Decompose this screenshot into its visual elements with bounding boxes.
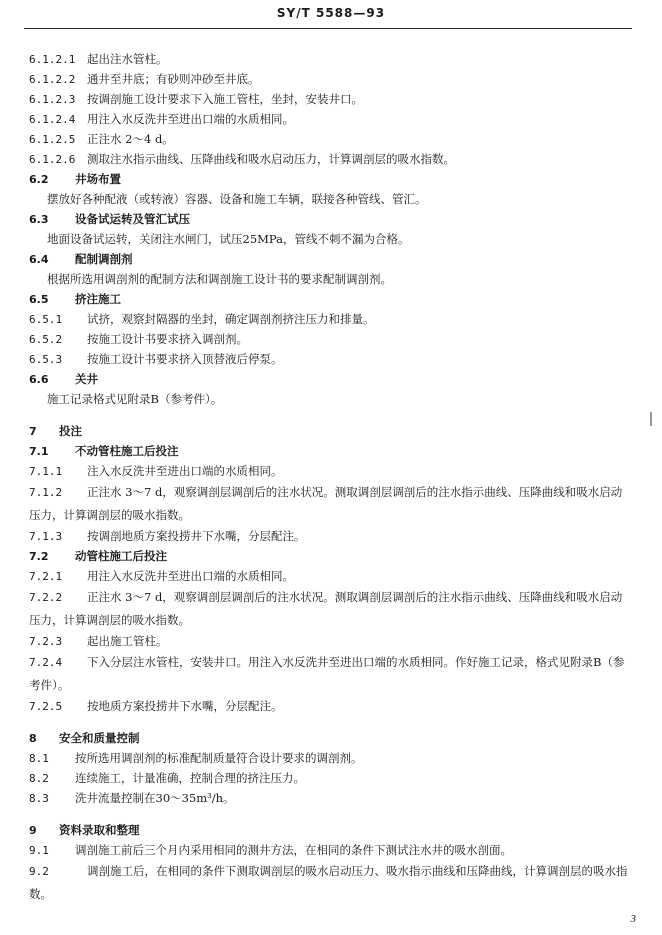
- clause-text: 正注水 2～4 d。: [87, 132, 174, 146]
- clause-text: 按施工设计书要求挤入顶替液后停泵。: [87, 352, 283, 366]
- clause-text: 按所选用调剖剂的标准配制质量符合设计要求的调剖剂。: [75, 751, 363, 765]
- section-heading: [29, 820, 629, 840]
- section-gap: [29, 409, 629, 421]
- clause-text: 配制调剖剂: [75, 252, 133, 266]
- clause-number: 7.2.2: [29, 591, 63, 604]
- clause-item: [29, 651, 629, 696]
- clause-number: 7.2.1: [29, 570, 63, 583]
- section-gap: [29, 716, 629, 728]
- clause-item: [29, 788, 629, 808]
- clause-number: 6.1.2.1: [29, 53, 76, 66]
- clause-text: 洗井流量控制在30～35m³/h。: [75, 791, 235, 805]
- subsection-heading: [29, 169, 629, 189]
- clause-item: [29, 631, 629, 651]
- clause-number: 7.2.3: [29, 635, 63, 648]
- clause-item: [29, 129, 629, 149]
- paragraph-text: 地面设备试运转，关闭注水闸门，试压25MPa，管线不刺不漏为合格。: [47, 232, 410, 246]
- clause-item: [29, 840, 629, 860]
- page-number: 3: [630, 913, 636, 925]
- clause-item: [29, 526, 629, 546]
- subsection-heading: [29, 209, 629, 229]
- clause-text: 不动管柱施工后投注: [75, 444, 179, 458]
- clause-number: 7.1.1: [29, 465, 63, 478]
- paragraph: [29, 389, 629, 409]
- clause-text: 注入水反洗井至进出口端的水质相同。: [87, 464, 283, 478]
- clause-text: 试挤，观察封隔器的坐封，确定调剖剂挤注压力和排量。: [87, 312, 375, 326]
- clause-number: 6.3: [29, 213, 49, 226]
- section-heading: [29, 421, 629, 441]
- clause-text: 起出施工管柱。: [87, 634, 168, 648]
- clause-text: 连续施工，计量准确，控制合理的挤注压力。: [75, 771, 305, 785]
- clause-number: 6.1.2.3: [29, 93, 76, 106]
- clause-text: 动管柱施工后投注: [75, 549, 167, 563]
- clause-number: 6.5.1: [29, 313, 63, 326]
- clause-item: [29, 149, 629, 169]
- clause-item: [29, 586, 629, 631]
- clause-item: [29, 89, 629, 109]
- clause-item: [29, 309, 629, 329]
- paragraph-text: 摆放好各种配液（或转液）容器、设备和施工车辆，联接各种管线、管汇。: [47, 192, 427, 206]
- subsection-heading: [29, 369, 629, 389]
- clause-text: 下入分层注水管柱，安装井口。用注入水反洗井至进出口端的水质相同。作好施工记录，格式见附录B（参考件）。: [29, 655, 625, 692]
- clause-item: [29, 329, 629, 349]
- clause-item: [29, 768, 629, 788]
- subsection-heading: [29, 441, 629, 461]
- clause-item: [29, 566, 629, 586]
- clause-number: 7.1.3: [29, 530, 63, 543]
- section-heading: [29, 728, 629, 748]
- clause-text: 挤注施工: [75, 292, 121, 306]
- clause-text: 安全和质量控制: [59, 731, 140, 745]
- clause-number: 9.2: [29, 865, 49, 878]
- clause-number: 6.1.2.5: [29, 133, 76, 146]
- clause-text: 用注入水反洗井至进出口端的水质相同。: [87, 112, 294, 126]
- section-gap: [29, 808, 629, 820]
- clause-text: 正注水 3～7 d，观察调剖层调剖后的注水状况。测取调剖层调剖后的注水指示曲线、压降曲线和吸水启动压力，计算调剖层的吸水指数。: [29, 590, 623, 627]
- clause-number: 6.1.2.2: [29, 73, 76, 86]
- clause-text: 关井: [75, 372, 98, 386]
- clause-text: 资料录取和整理: [59, 823, 140, 837]
- clause-number: 9: [29, 824, 37, 837]
- clause-item: [29, 69, 629, 89]
- clause-number: 6.5.2: [29, 333, 63, 346]
- clause-number: 7.1: [29, 445, 49, 458]
- clause-text: 调剖施工后，在相同的条件下测取调剖层的吸水启动压力、吸水指示曲线和压降曲线，计算调剖层的吸水指数。: [29, 864, 628, 901]
- clause-item: [29, 109, 629, 129]
- clause-number: 8.1: [29, 752, 49, 765]
- clause-item: [29, 49, 629, 69]
- clause-number: 8.2: [29, 772, 49, 785]
- page-header: SY/T 5588—93: [276, 6, 386, 20]
- clause-text: 通井至井底；有砂则冲砂至井底。: [87, 72, 260, 86]
- clause-number: 9.1: [29, 844, 49, 857]
- clause-number: 7.2.4: [29, 656, 63, 669]
- clause-number: 6.1.2.6: [29, 153, 76, 166]
- clause-item: [29, 860, 629, 905]
- clause-number: 8: [29, 732, 37, 745]
- clause-number: 7.2.5: [29, 700, 63, 713]
- clause-number: 6.5.3: [29, 353, 63, 366]
- paragraph-text: 根据所选用调剖剂的配制方法和调剖施工设计书的要求配制调剖剂。: [47, 272, 392, 286]
- clause-text: 起出注水管柱。: [87, 52, 168, 66]
- clause-text: 正注水 3～7 d，观察调剖层调剖后的注水状况。测取调剖层调剖后的注水指示曲线、压降曲线和吸水启动压力，计算调剖层的吸水指数。: [29, 485, 623, 522]
- clause-number: 7: [29, 425, 37, 438]
- clause-number: 6.2: [29, 173, 49, 186]
- clause-number: 7.2: [29, 550, 49, 563]
- clause-text: 按调剖地质方案投捞井下水嘴，分层配注。: [87, 529, 306, 543]
- document-body: [29, 49, 629, 905]
- clause-item: [29, 349, 629, 369]
- clause-item: [29, 481, 629, 526]
- clause-text: 按施工设计书要求挤入调剖剂。: [87, 332, 248, 346]
- subsection-heading: [29, 289, 629, 309]
- clause-item: [29, 461, 629, 481]
- clause-number: 6.6: [29, 373, 49, 386]
- clause-text: 投注: [59, 424, 82, 438]
- clause-text: 按调剖施工设计要求下入施工管柱，坐封，安装井口。: [87, 92, 363, 106]
- paragraph: [29, 189, 629, 209]
- clause-number: 7.1.2: [29, 486, 63, 499]
- clause-text: 用注入水反洗井至进出口端的水质相同。: [87, 569, 294, 583]
- clause-number: 6.1.2.4: [29, 113, 76, 126]
- margin-mark: [650, 412, 652, 426]
- clause-text: 井场布置: [75, 172, 121, 186]
- clause-item: [29, 748, 629, 768]
- subsection-heading: [29, 546, 629, 566]
- clause-text: 调剖施工前后三个月内采用相同的测井方法，在相同的条件下测试注水井的吸水剖面。: [75, 843, 512, 857]
- clause-text: 设备试运转及管汇试压: [75, 212, 190, 226]
- clause-text: 测取注水指示曲线、压降曲线和吸水启动压力，计算调剖层的吸水指数。: [87, 152, 455, 166]
- paragraph: [29, 269, 629, 289]
- subsection-heading: [29, 249, 629, 269]
- paragraph: [29, 229, 629, 249]
- clause-number: 6.5: [29, 293, 49, 306]
- clause-text: 按地质方案投捞井下水嘴，分层配注。: [87, 699, 283, 713]
- paragraph-text: 施工记录格式见附录B（参考件）。: [47, 392, 223, 406]
- clause-number: 6.4: [29, 253, 49, 266]
- clause-number: 8.3: [29, 792, 49, 805]
- clause-item: [29, 696, 629, 716]
- header-rule: [24, 28, 632, 29]
